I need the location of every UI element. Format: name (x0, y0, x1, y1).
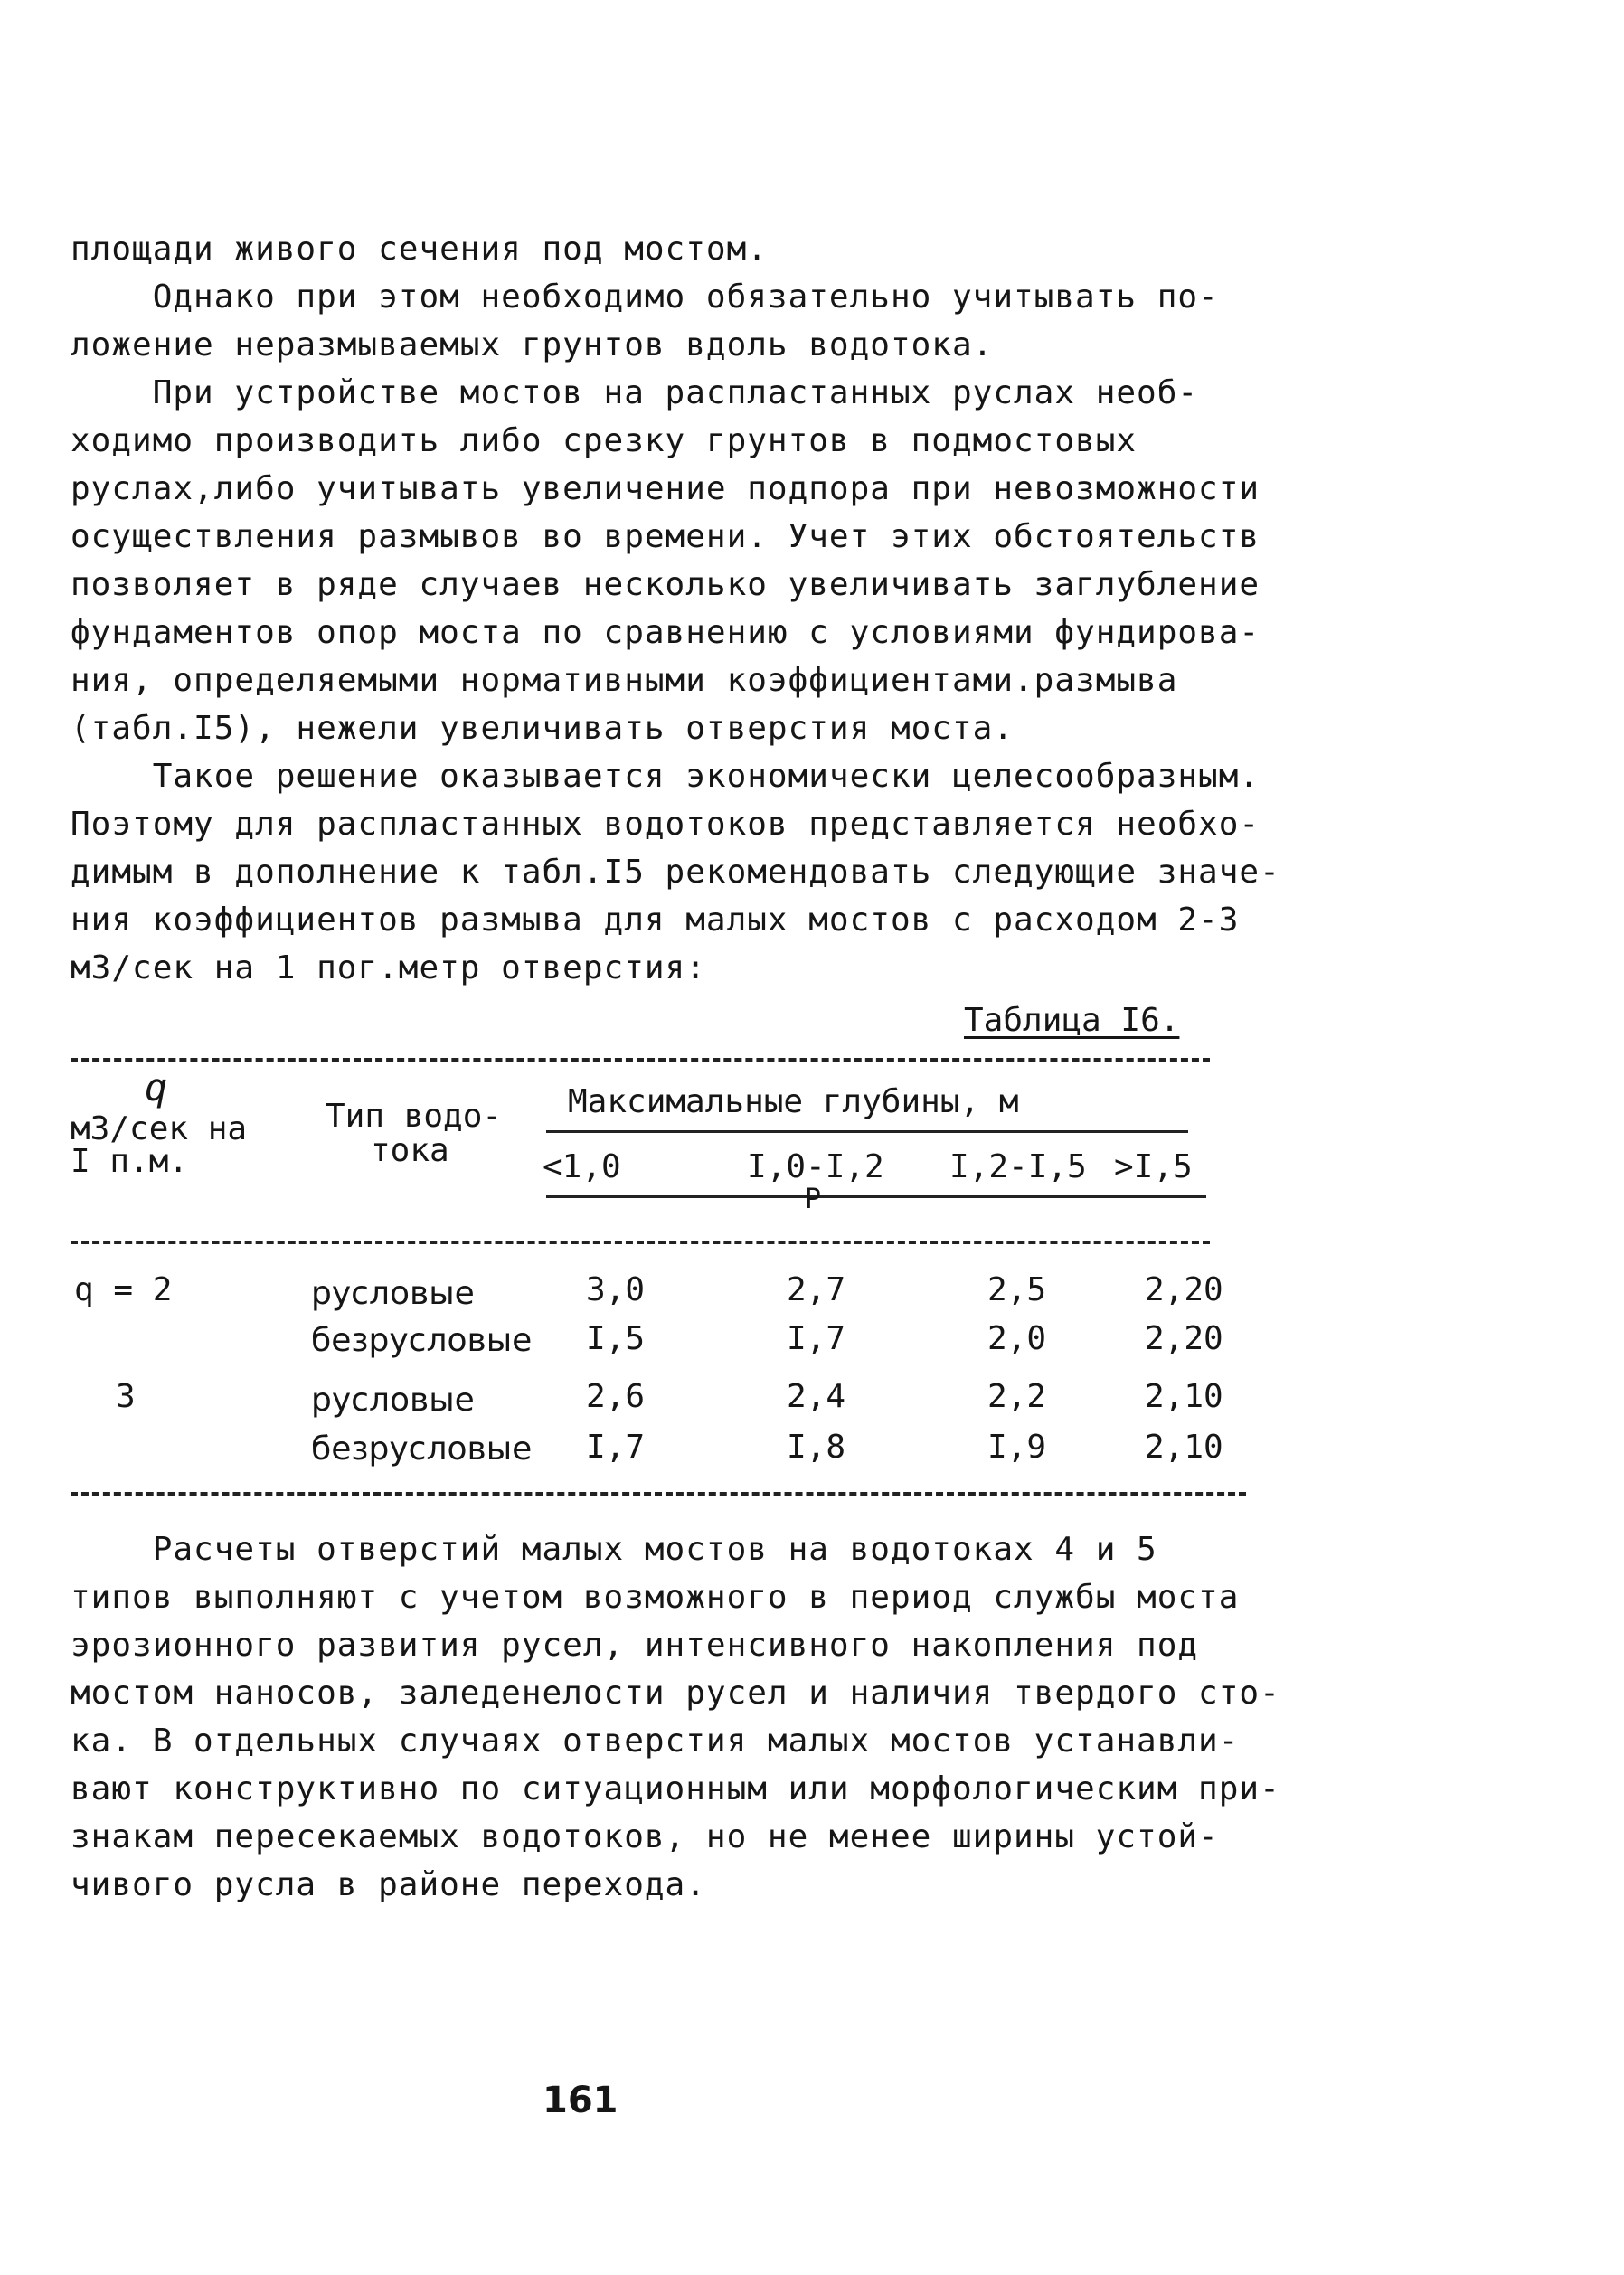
text-line: площади живого сечения под мостом. (71, 231, 768, 268)
text-line: типов выполняют с учетом возможного в период службы моста (71, 1579, 1240, 1616)
value-cell: 3,0 (586, 1271, 646, 1308)
coef-symbol: P (805, 1184, 822, 1215)
value-cell: I,7 (586, 1429, 646, 1466)
text-line: знакам пересекаемых водотоков, но не менее ширины устой- (71, 1818, 1219, 1855)
text-line: ходимо производить либо срезку грунтов в подмостовых (71, 422, 1138, 459)
text-line: фундаментов опор моста по сравнению с условиями фундирова- (71, 614, 1260, 651)
value-cell: 2,4 (787, 1378, 846, 1415)
depth-col-3: I,2-I,5 (949, 1148, 1087, 1185)
q-unit-line2: I п.м. (71, 1143, 189, 1180)
depth-group-rule (546, 1130, 1188, 1133)
value-cell: 2,6 (586, 1378, 646, 1415)
text-line: руслах,либо учитывать увеличение подпора при невозможности (71, 470, 1260, 507)
text-line: эрозионного развития русел, интенсивного накопления под (71, 1627, 1199, 1664)
value-cell: 2,2 (987, 1378, 1047, 1415)
q-symbol: q (145, 1065, 168, 1109)
value-cell: 2,7 (787, 1271, 846, 1308)
value-cell: 2,5 (987, 1271, 1047, 1308)
table-title: Таблица I6. (964, 1002, 1180, 1039)
value-cell: I,7 (787, 1320, 846, 1357)
text-line: ка. В отдельных случаях отверстия малых мостов устанавли- (71, 1723, 1240, 1760)
page-number: 161 (543, 2080, 618, 2121)
text-line: димым в дополнение к табл.I5 рекомендовать следующие значе- (71, 854, 1280, 891)
text-line: При устройстве мостов на распластанных руслах необ- (71, 374, 1199, 411)
value-cell: I,5 (586, 1320, 646, 1357)
value-cell: I,9 (987, 1429, 1047, 1466)
text-line: Расчеты отверстий малых мостов на водотоках 4 и 5 (71, 1531, 1157, 1568)
text-line: ния, определяемыми нормативными коэффициентами.размыва (71, 662, 1178, 699)
text-line: мостом наносов, заледенелости русел и наличия твердого сто- (71, 1675, 1280, 1712)
q-cell: q = 2 (74, 1271, 173, 1308)
text-line: ния коэффициентов размыва для малых мостов с расходом 2-3 (71, 902, 1240, 939)
table-bottom-rule (71, 1492, 1246, 1496)
text-line: вают конструктивно по ситуационным или морфологическим при- (71, 1770, 1280, 1808)
text-line: (табл.I5), нежели увеличивать отверстия моста. (71, 710, 1014, 747)
table-header-rule (71, 1241, 1210, 1244)
type-cell: русловые (311, 1382, 475, 1419)
text-line: м3/сек на 1 пог.метр отверстия: (71, 949, 706, 986)
value-cell: 2,10 (1145, 1378, 1223, 1415)
depth-col-1: <1,0 (543, 1148, 621, 1185)
text-line: осуществления размывов во времени. Учет этих обстоятельств (71, 518, 1260, 555)
q-cell: 3 (116, 1378, 136, 1415)
depth-col-2: I,0-I,2 (747, 1148, 884, 1185)
text-line: Однако при этом необходимо обязательно учитывать по- (71, 278, 1219, 316)
text-line: Поэтому для распластанных водотоков представляется необхо- (71, 806, 1260, 843)
depth-col-4: >I,5 (1114, 1148, 1193, 1185)
depth-group-header: Максимальные глубины, м (568, 1083, 1019, 1120)
type-cell: русловые (311, 1275, 475, 1312)
text-line: Такое решение оказывается экономически целесообразным. (71, 758, 1260, 795)
value-cell: 2,10 (1145, 1429, 1223, 1466)
type-header-line1: Тип водо- (326, 1098, 503, 1135)
type-cell: безрусловые (311, 1430, 533, 1468)
value-cell: 2,0 (987, 1320, 1047, 1357)
text-line: позволяет в ряде случаев несколько увеличивать заглубление (71, 566, 1260, 603)
table-top-rule (71, 1058, 1210, 1062)
type-cell: безрусловые (311, 1322, 533, 1359)
text-line: чивого русла в районе перехода. (71, 1866, 706, 1903)
value-cell: 2,20 (1145, 1320, 1223, 1357)
q-unit-line1: м3/сек на (71, 1110, 248, 1147)
type-header-line2: тока (371, 1132, 449, 1169)
depth-cols-rule (546, 1195, 1206, 1198)
value-cell: 2,20 (1145, 1271, 1223, 1308)
text-line: ложение неразмываемых грунтов вдоль водотока. (71, 326, 994, 363)
value-cell: I,8 (787, 1429, 846, 1466)
